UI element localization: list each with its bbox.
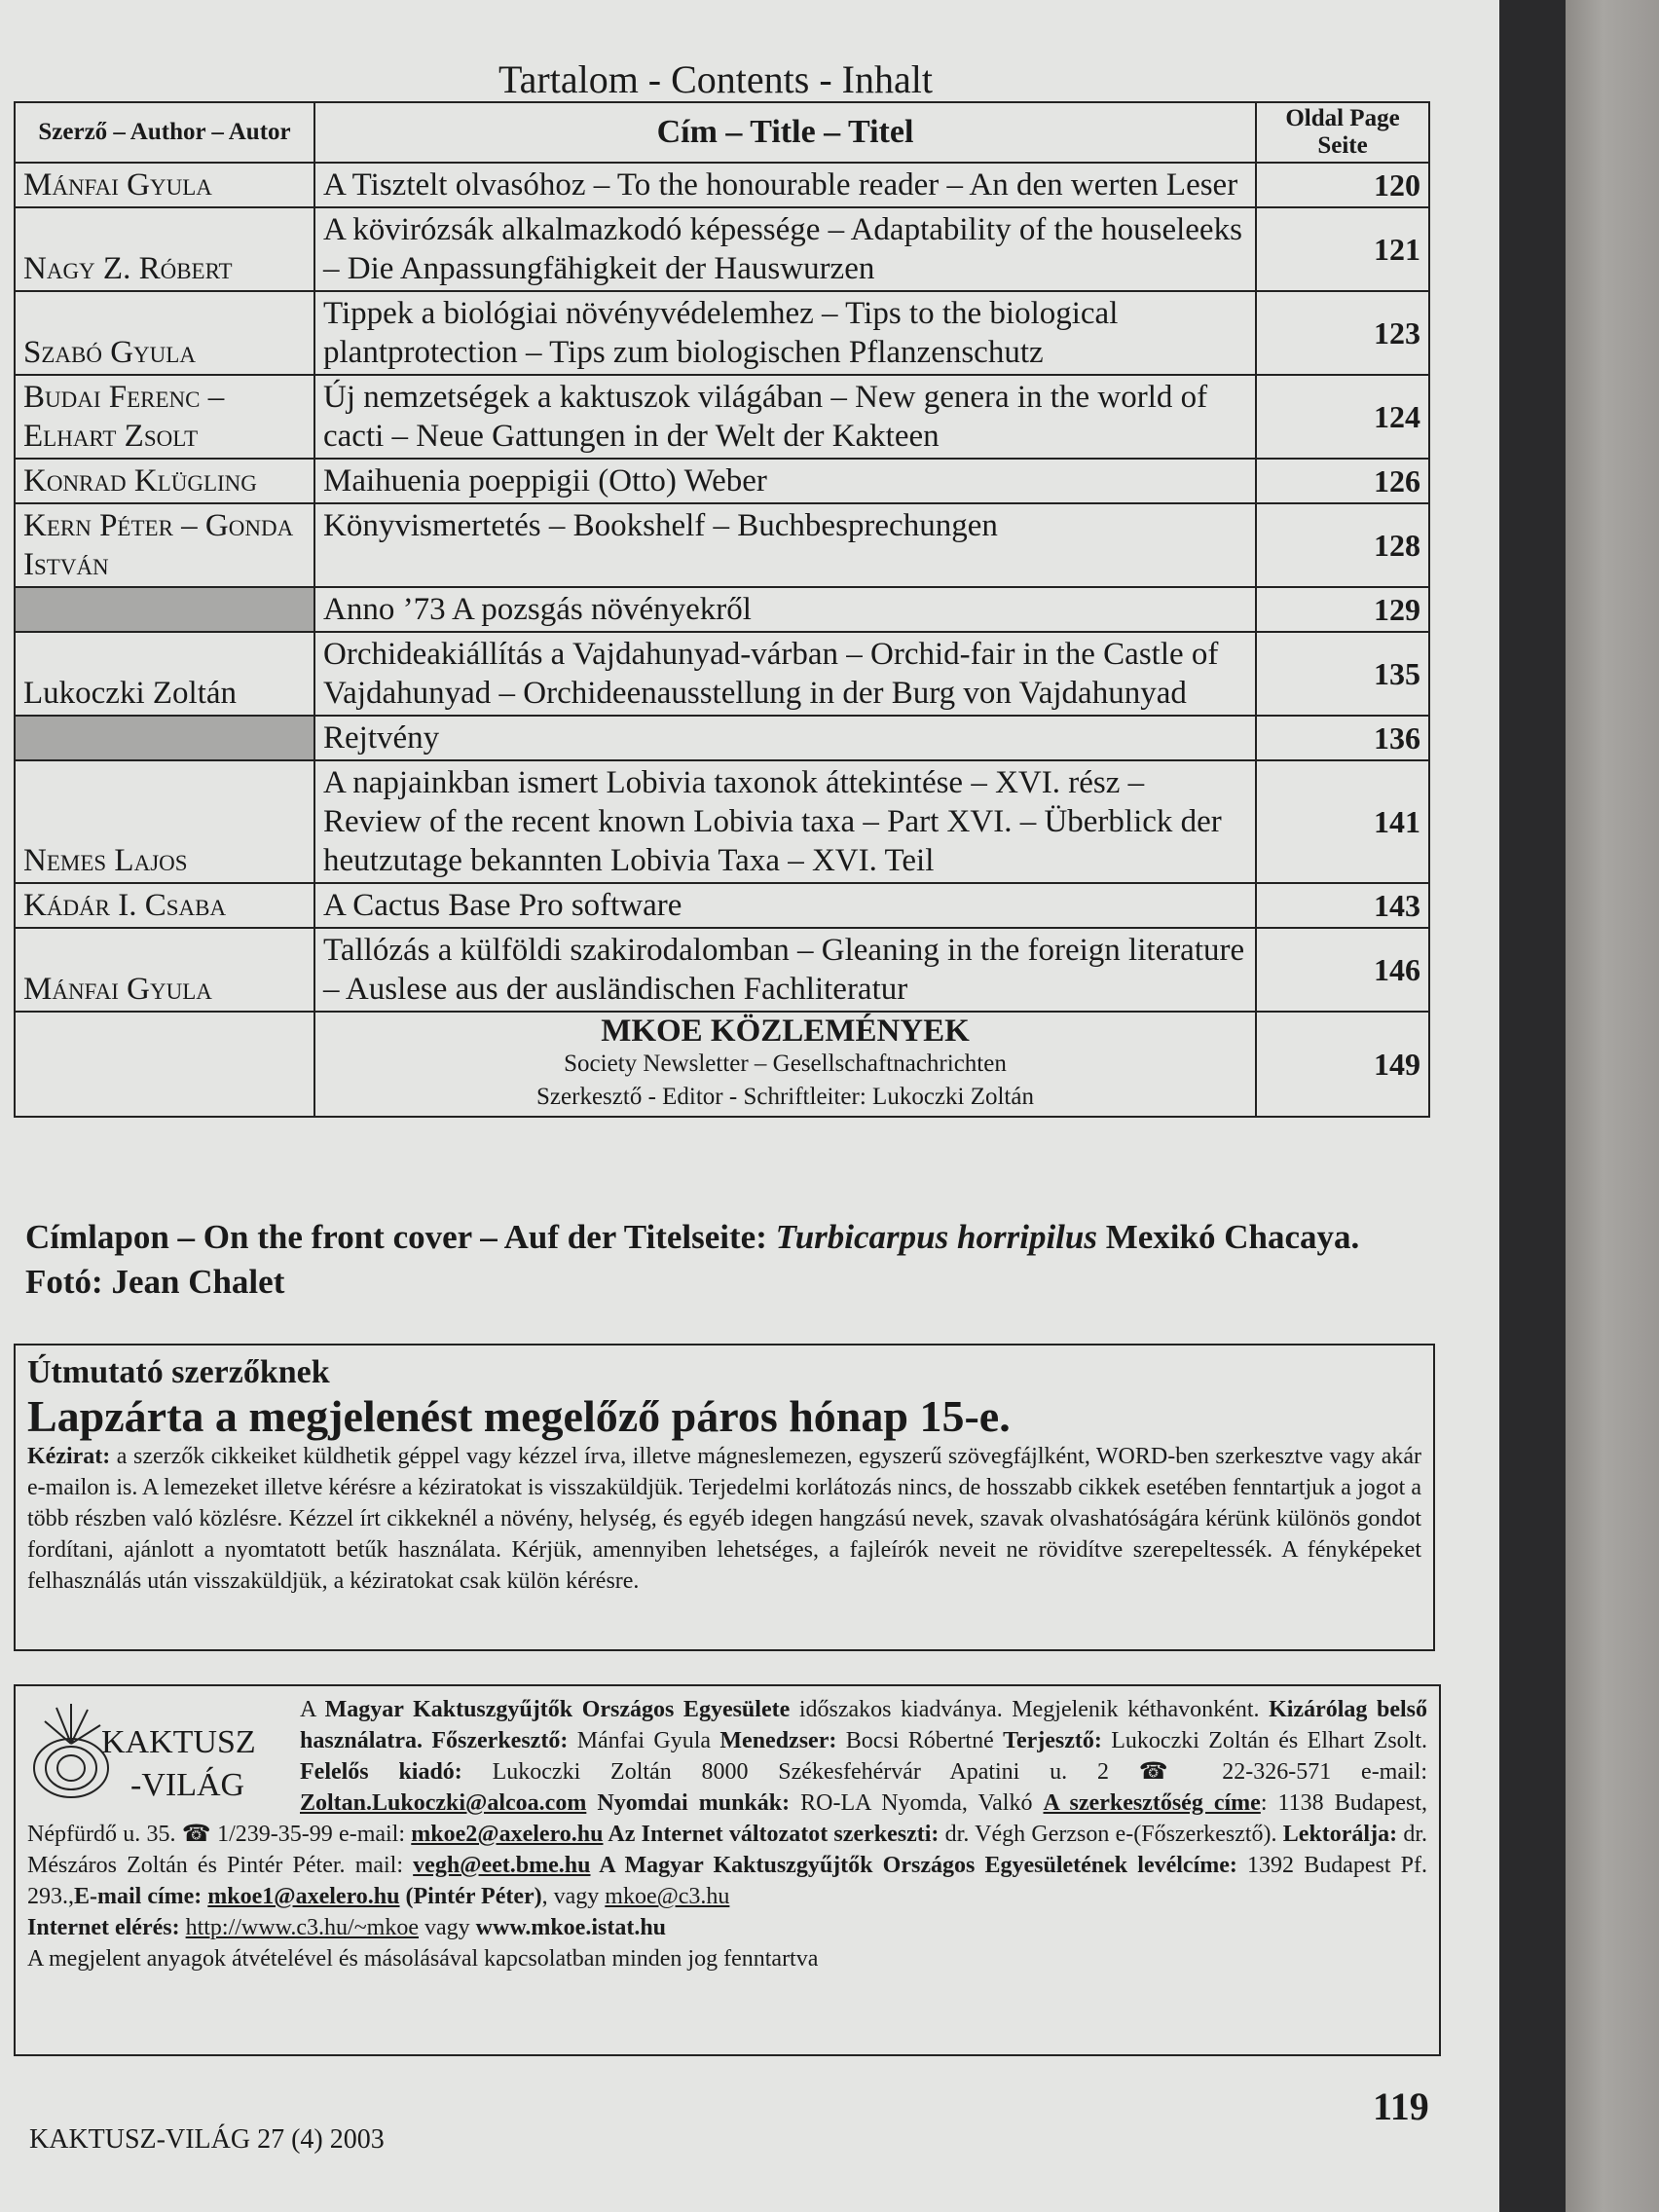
cover-prefix: Címlapon – On the front cover – Auf der Titelseite: [25,1218,776,1256]
imprint-publisher: Lukoczki Zoltán 8000 Székesfehérvár Apatini u. 2 ☎ 22-326-571 e-mail: [461,1759,1428,1785]
newsletter-cell [314,1012,1256,1117]
guide-title: Útmutató szerzőknek [27,1354,330,1390]
row-page: 129 [1256,587,1429,632]
imprint-label: Az Internet változatot szerkeszti: [603,1822,940,1847]
imprint-rights: A megjelent anyagok átvételével és másolásával kapcsolatban minden jog fenntartva [27,1946,819,1972]
imprint-text: mail: [354,1853,414,1878]
imprint-distributor: Lukoczki Zoltán és Elhart Zsolt. [1101,1728,1428,1753]
row-title: Új nemzetségek a kaktuszok világában – New genera in the world of cacti – Neue Gattungen in der Welt der Kakteen [314,375,1256,459]
guide-text: a szerzők cikkeiket küldhetik géppel vagy kézzel írva, illetve mágneslemezen, egyszerű szövegfájlként, WORD-ben szerkesztve vagy akár e-mailon is. A lemezeket illetve kérésre a kéziratokat is visszaküldjük. Terjedelmi korlátozás nincs, de hosszabb cikkek esetében fenntartjuk a jogot a több részben való közlésre. Kézzel írt cikkeknél a növény, helység, és egyéb idegen hangzású nevek, szavak olvashatóságára kérünk különös gondot fordítani, ajánlott a nyomtatott betűk használata. Kérjük, amennyiben lehetséges, a fajleírók neveit ne rövidítve szerepeltessék. A fényképeket felhasználás után visszaküldjük, a kéziratokat csak külön kérésre. [27,1444,1421,1594]
row-author-blank [15,716,314,760]
imprint-org: Magyar Kaktuszgyűjtők Országos Egyesülete [324,1697,791,1722]
email-link[interactable]: mkoe@c3.hu [605,1884,730,1909]
guide-body [27,1441,1421,1597]
table-row [15,716,1429,760]
row-author: Nagy Z. Róbert [15,207,314,291]
imprint-box [14,1684,1441,2056]
row-page: 141 [1256,760,1429,883]
col-page-header: Oldal Page Seite [1256,102,1429,163]
row-page: 128 [1256,503,1429,587]
url-link[interactable]: www.mkoe.istat.hu [475,1915,667,1940]
row-author: Szabó Gyula [15,291,314,375]
table-row [15,291,1429,375]
imprint-editor: Mánfai Gyula [568,1728,720,1753]
page-number: 119 [1373,2084,1429,2128]
logo-text-1: KAKTUSZ [101,1724,256,1760]
col-title-header: Cím – Title – Titel [314,102,1256,163]
row-page: 146 [1256,928,1429,1012]
imprint-label: Terjesztő: [1003,1728,1102,1753]
row-title: A kövirózsák alkalmazkodó képessége – Adaptability of the houseleeks – Die Anpassungfähigkeit der Hauswurzen [314,207,1256,291]
row-author: Budai Ferenc – Elhart Zsolt [15,375,314,459]
guide-deadline: Lapzárta a megjelenést megelőző páros hónap 15-e. [27,1391,1011,1441]
row-title: A Tisztelt olvasóhoz – To the honourable reader – An den werten Leser [314,163,1256,207]
row-page: 135 [1256,632,1429,716]
imprint-label: Nyomdai munkák: [586,1790,791,1816]
row-page: 121 [1256,207,1429,291]
imprint-label: A Magyar Kaktuszgyűjtők Országos Egyesületének levélcíme: [590,1853,1237,1878]
table-row [15,503,1429,587]
row-author: Kádár I. Csaba [15,883,314,928]
toc-table [14,101,1430,1118]
imprint-label: Felelős kiadó: [300,1759,462,1785]
row-title: Könyvismertetés – Bookshelf – Buchbesprechungen [314,503,1256,587]
row-author: Nemes Lajos [15,760,314,883]
imprint-text: (Pintér Péter) [399,1884,542,1909]
row-title: A napjainkban ismert Lobivia taxonok áttekintése – XVI. rész – Review of the recent known Lobivia taxa – Part XVI. – Überblick der heutzutage bekannten Lobivia Taxa – XVI. Teil [314,760,1256,883]
email-link[interactable]: mkoe1@axelero.hu [207,1884,400,1909]
email-link[interactable]: vegh@eet.bme.hu [413,1853,591,1878]
imprint-label: Internet elérés: [27,1915,180,1940]
author-guide-box [14,1344,1435,1651]
imprint-label: Menedzser: [719,1728,837,1753]
email-link[interactable]: Zoltan.Lukoczki@alcoa.com [300,1790,587,1816]
row-page: 143 [1256,883,1429,928]
logo-text-2: -VILÁG [130,1767,245,1803]
table-row [15,375,1429,459]
imprint-label: A szerkesztőség címe [1043,1790,1261,1816]
journal-footer: KAKTUSZ-VILÁG 27 (4) 2003 [29,2124,385,2155]
row-title: Rejtvény [314,716,1256,760]
row-author-blank [15,587,314,632]
cover-caption [25,1215,1427,1305]
row-page: 124 [1256,375,1429,459]
table-row [15,760,1429,883]
imprint-label: Lektorálja: [1282,1822,1398,1847]
imprint-label: Főszerkesztő: [423,1728,569,1753]
cover-suffix: Mexikó Chacaya. Fotó: Jean Chalet [25,1218,1360,1301]
url-link[interactable]: http://www.c3.hu/~mkoe [185,1915,419,1940]
row-title: Anno ’73 A pozsgás növényekről [314,587,1256,632]
imprint-reviewers: dr. Mészáros Zoltán és Pintér Péter. [27,1822,1428,1878]
table-row [15,883,1429,928]
row-author: Mánfai Gyula [15,928,314,1012]
imprint-text: időszakos kiadványa. Megjelenik kéthavonként. [790,1697,1270,1722]
imprint-address: : 1138 Budapest, Népfürdő u. 35. ☎ 1/239-35-99 e-mail: [27,1790,1428,1847]
row-page: 120 [1256,163,1429,207]
row-author-blank [15,1012,314,1117]
row-author: Mánfai Gyula [15,163,314,207]
row-title: Maihuenia poeppigii (Otto) Weber [314,459,1256,503]
imprint-internal-use: Kizárólag belső használatra. [300,1697,1427,1753]
newsletter-editor: Szerkesztő - Editor - Schriftleiter: Lukoczki Zoltán [536,1084,1034,1110]
table-row [15,163,1429,207]
row-title: Tippek a biológiai növényvédelemhez – Tips to the biological plantprotection – Tips zum biologischen Pflanzenschutz [314,291,1256,375]
row-author: Konrad Klügling [15,459,314,503]
email-link[interactable]: mkoe2@axelero.hu [411,1822,604,1847]
row-author: Lukoczki Zoltán [15,632,314,716]
cover-species: Turbicarpus horripilus [775,1218,1097,1256]
col-author-header: Szerző – Author – Autor [15,102,314,163]
row-page: 123 [1256,291,1429,375]
table-row [15,587,1429,632]
table-row [15,207,1429,291]
row-title: A Cactus Base Pro software [314,883,1256,928]
imprint-manager: Bocsi Róbertné [836,1728,1004,1753]
toc-header-row [15,102,1429,163]
table-row [15,632,1429,716]
imprint-web-editor: dr. Végh Gerzson e-(Főszerkesztő). [939,1822,1283,1847]
row-title: Orchideakiállítás a Vajdahunyad-várban – Orchid-fair in the Castle of Vajdahunyad – Orchideenausstellung in der Burg von Vajdahunyad [314,632,1256,716]
table-row [15,928,1429,1012]
imprint-printer: RO-LA Nyomda, Valkó [790,1790,1044,1816]
background-surface [1566,0,1659,2212]
imprint-postal: 1392 Budapest Pf. 293., [27,1853,1428,1909]
row-page: 136 [1256,716,1429,760]
row-page: 126 [1256,459,1429,503]
table-row [15,1012,1429,1117]
imprint-text: vagy [419,1915,476,1940]
table-row [15,459,1429,503]
newsletter-heading: MKOE KÖZLEMÉNYEK [601,1014,970,1049]
imprint-label: E-mail címe: [74,1884,203,1909]
row-title: Tallózás a külföldi szakirodalomban – Gleaning in the foreign literature – Auslese aus der ausländischen Fachliteratur [314,928,1256,1012]
imprint-text: A [300,1697,325,1722]
book-spine [1499,0,1566,2212]
guide-label: Kézirat: [27,1444,111,1469]
row-page: 149 [1256,1012,1429,1117]
newsletter-subtitle: Society Newsletter – Gesellschaftnachrichten [564,1051,1007,1077]
toc-title: Tartalom - Contents - Inhalt [498,57,933,101]
row-author: Kern Péter – Gonda István [15,503,314,587]
imprint-text: , vagy [541,1884,606,1909]
kaktusz-vilag-logo [27,1694,280,1811]
